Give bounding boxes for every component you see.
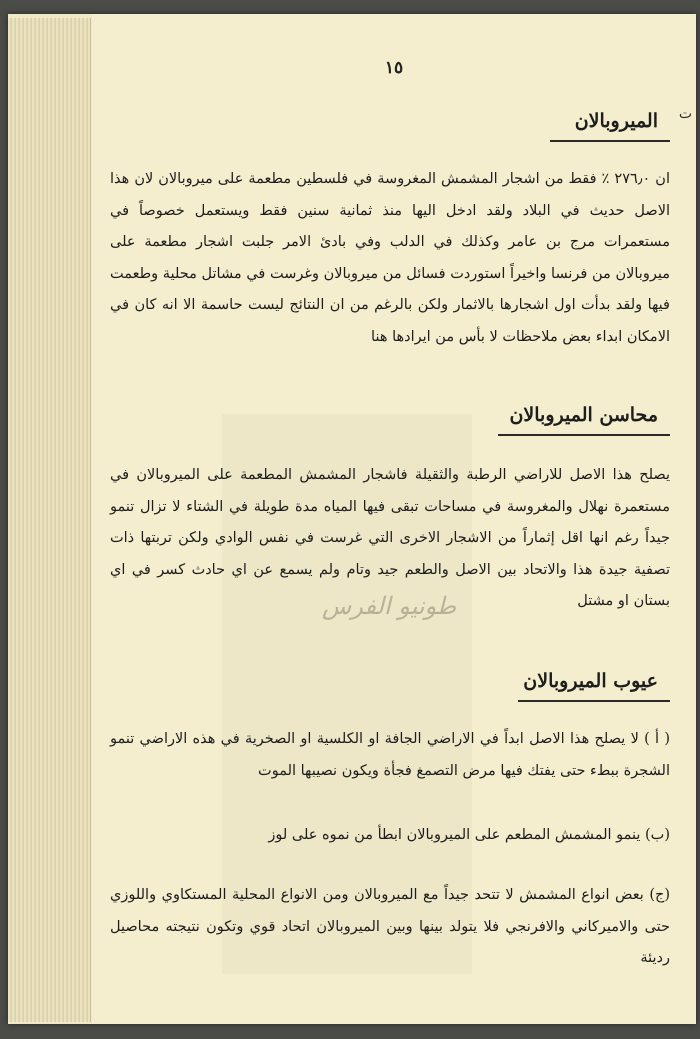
list-item-c: (ج) بعض انواع المشمش لا تتحد جيداً مع الميروبالان ومن الانواع المحلية المستكاوي واللوزي حتى والاميركاني والافرنجي فلا يتولد بينها وبين الميروبالان اتحاد قوي وتكون نتيجته محاصيل رديئة: [110, 887, 670, 966]
margin-mark: ت: [678, 106, 692, 122]
paragraph-advantages: يصلح هذا الاصل للاراضي الرطبة والثقيلة فاشجار المشمش المطعمة على الميروبالان في مستعمرة نهلال والمغروسة في مساحات تبقى فيها المياه مدة طويلة في الشتاء لا تزال تنمو جيداً رغم انها اقل إثماراً من الاشجار الاخرى التي غرست في نفس الوادي ولكن تربتها ذات تصفية جيدة هذا والاتحاد بين الاصل والطعم جيد وتام ولم يسمع عن اي حادث كسر في اي بستان او مشتل: [110, 467, 670, 609]
section-heading-advantages: محاسن الميروبالان: [509, 404, 658, 426]
page-edges: [8, 18, 91, 1022]
section-heading-miroballan: الميروبالان: [574, 110, 658, 132]
heading-underline: [498, 434, 670, 436]
heading-underline: [550, 140, 670, 142]
document-page: [92, 14, 696, 1024]
list-item-b: (ب) ينمو المشمش المطعم على الميروبالان ابطأ من نموه على لوز: [268, 827, 670, 843]
heading-underline: [518, 700, 670, 702]
section-heading-disadvantages: عيوب الميروبالان: [523, 670, 658, 692]
list-item-a: ( أ ) لا يصلح هذا الاصل ابداً في الاراضي الجافة او الكلسية او الصخرية في هذه الاراضي تنمو الشجرة ببطء حتى يفتك فيها مرض التصمغ فجأة ويكون نصيبها الموت: [110, 731, 670, 779]
paragraph-intro: ان ٢٧٦٫٠ ٪ فقط من اشجار المشمش المغروسة في فلسطين مطعمة على ميروبالان لان هذا الاصل حديث في البلاد ولقد ادخل اليها منذ ثمانية سنين فقط ويستعمل خصوصاً في مستعمرات مرج بن عامر وكذلك في الدلب وفي بادئ الامر جلبت اشجار مطعمة على ميروبالان من فرنسا واخيراً استوردت فسائل من ميروبالان وغرست في مشاتل محلية وطعمت فيها ولقد بدأت اول اشجارها بالاثمار ولكن بالرغم من ان النتائج ليست حاسمة الا انه كان في الامكان ابداء بعض ملاحظات لا بأس من ايرادها هنا: [110, 171, 670, 345]
page-number: ١٥: [384, 58, 404, 78]
faint-handwritten-stamp: طونيو الفرس: [322, 592, 457, 620]
